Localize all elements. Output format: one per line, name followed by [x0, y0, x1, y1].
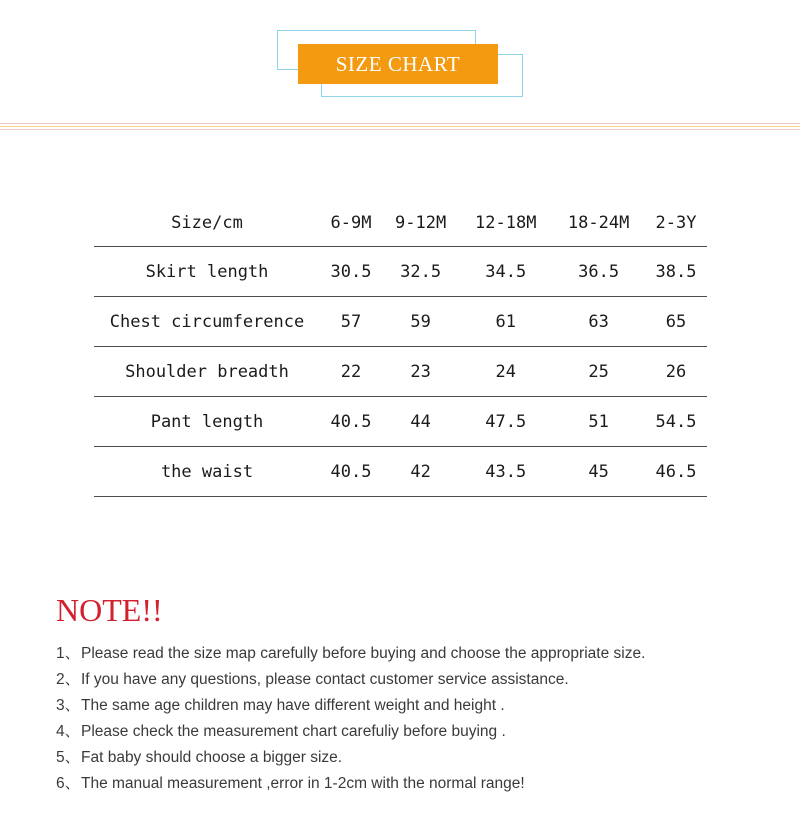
- measurement-value: 24: [459, 347, 552, 397]
- table-row: [94, 447, 707, 497]
- measurement-value: 59: [382, 297, 459, 347]
- measurement-value: 65: [645, 297, 707, 347]
- note-number: 1、: [56, 645, 81, 662]
- divider-stripe: [0, 129, 800, 130]
- table-row: [94, 397, 707, 447]
- measurement-value: 40.5: [320, 397, 382, 447]
- note-item: [56, 693, 645, 719]
- size-column-header: 2-3Y: [645, 199, 707, 247]
- size-chart-header: [0, 0, 800, 140]
- header-divider-stripes: [0, 123, 800, 132]
- size-chart-title: SIZE CHART: [298, 44, 498, 84]
- measurement-value: 42: [382, 447, 459, 497]
- measurement-value: 38.5: [645, 247, 707, 297]
- note-text: Please check the measurement chart carefuliy before buying .: [81, 723, 506, 740]
- size-column-header: 6-9M: [320, 199, 382, 247]
- measurement-value: 34.5: [459, 247, 552, 297]
- measurement-value: 54.5: [645, 397, 707, 447]
- note-text: Please read the size map carefully before buying and choose the appropriate size.: [81, 645, 646, 662]
- measurement-label: Pant length: [94, 397, 320, 447]
- measurement-label: Shoulder breadth: [94, 347, 320, 397]
- note-text: The same age children may have different weight and height .: [81, 697, 505, 714]
- note-number: 2、: [56, 671, 81, 688]
- size-unit-header: Size/cm: [94, 199, 320, 247]
- measurement-value: 63: [552, 297, 645, 347]
- note-item: [56, 641, 645, 667]
- divider-stripe: [0, 123, 800, 124]
- size-column-header: 9-12M: [382, 199, 459, 247]
- measurement-value: 32.5: [382, 247, 459, 297]
- measurement-value: 51: [552, 397, 645, 447]
- note-number: 6、: [56, 775, 81, 792]
- measurement-value: 30.5: [320, 247, 382, 297]
- size-table-header-row: [94, 199, 707, 247]
- measurement-value: 22: [320, 347, 382, 397]
- table-row: [94, 247, 707, 297]
- measurement-value: 40.5: [320, 447, 382, 497]
- measurement-value: 25: [552, 347, 645, 397]
- measurement-label: Skirt length: [94, 247, 320, 297]
- size-column-header: 12-18M: [459, 199, 552, 247]
- divider-stripe: [0, 126, 800, 127]
- measurement-value: 26: [645, 347, 707, 397]
- measurement-value: 23: [382, 347, 459, 397]
- note-item: [56, 745, 645, 771]
- note-text: The manual measurement ,error in 1-2cm with the normal range!: [81, 775, 525, 792]
- table-row: [94, 297, 707, 347]
- size-table: [94, 199, 707, 497]
- note-list: [56, 641, 645, 797]
- note-title: NOTE!!: [56, 592, 163, 628]
- measurement-value: 61: [459, 297, 552, 347]
- measurement-value: 45: [552, 447, 645, 497]
- note-text: If you have any questions, please contact customer service assistance.: [81, 671, 569, 688]
- measurement-value: 46.5: [645, 447, 707, 497]
- measurement-value: 36.5: [552, 247, 645, 297]
- measurement-value: 57: [320, 297, 382, 347]
- note-item: [56, 667, 645, 693]
- measurement-label: the waist: [94, 447, 320, 497]
- note-item: [56, 719, 645, 745]
- measurement-label: Chest circumference: [94, 297, 320, 347]
- measurement-value: 43.5: [459, 447, 552, 497]
- measurement-value: 47.5: [459, 397, 552, 447]
- note-number: 3、: [56, 697, 81, 714]
- note-item: [56, 771, 645, 797]
- note-text: Fat baby should choose a bigger size.: [81, 749, 343, 766]
- note-number: 4、: [56, 723, 81, 740]
- measurement-value: 44: [382, 397, 459, 447]
- size-column-header: 18-24M: [552, 199, 645, 247]
- note-number: 5、: [56, 749, 81, 766]
- table-row: [94, 347, 707, 397]
